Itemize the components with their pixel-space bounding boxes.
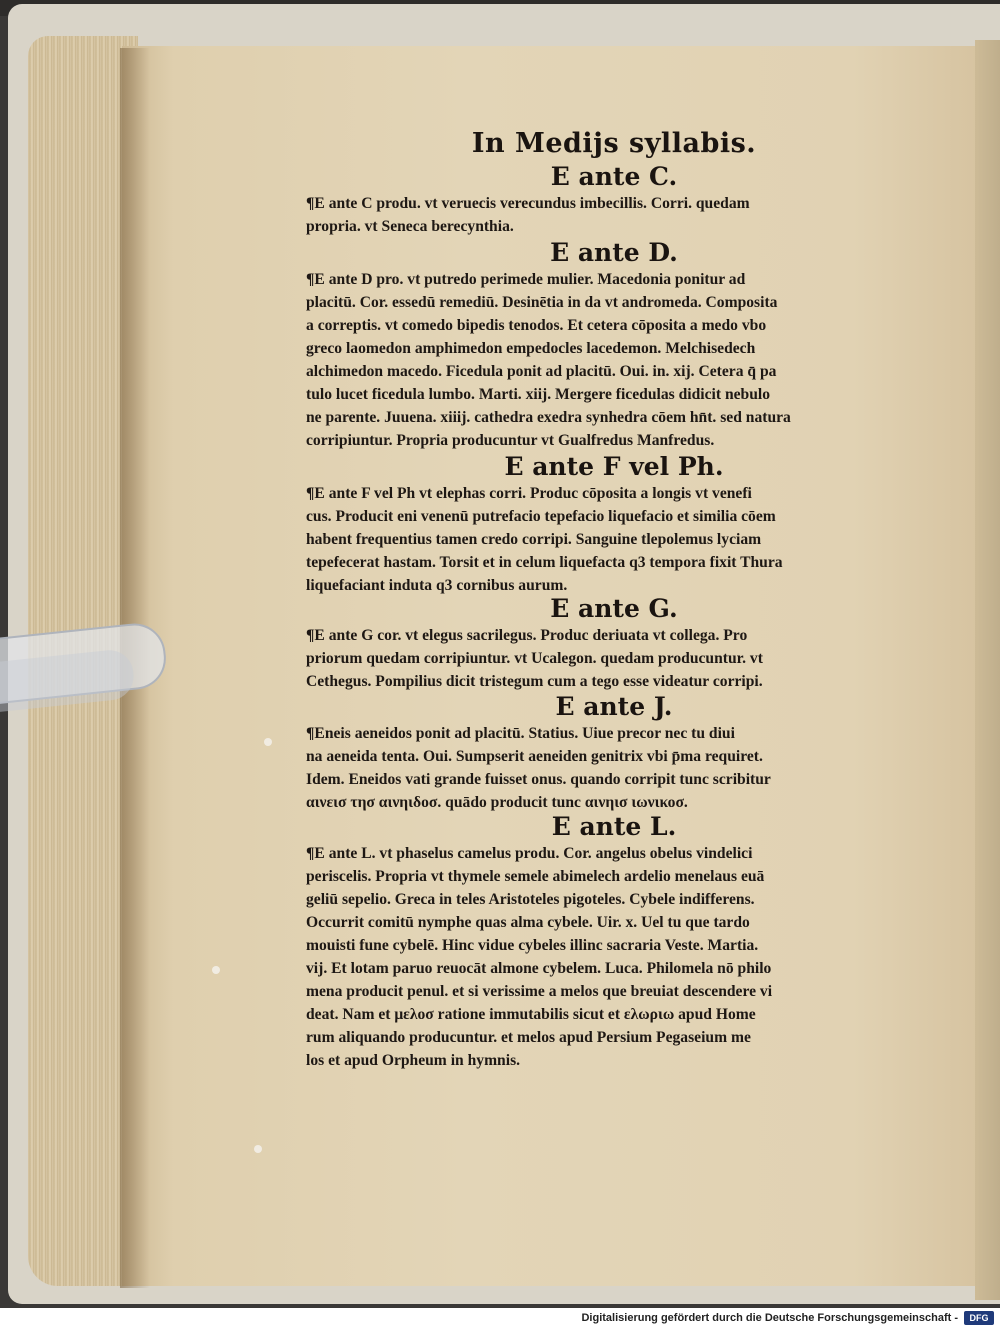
- section-heading: E ante F vel Ph.: [504, 452, 724, 481]
- text-line: propria. vt Seneca berecynthia.: [306, 218, 514, 235]
- text-line: liquefaciant induta q3 cornibus aurum.: [306, 577, 568, 594]
- text-line: ¶E ante D pro. vt putredo perimede mulier. Macedonia ponitur ad: [306, 271, 746, 288]
- text-line: tulo lucet ficedula lumbo. Marti. xiij. Mergere ficedulas didicit nebulo: [306, 386, 771, 403]
- text-line: Cethegus. Pompilius dicit tristegum cum a tego esse videatur corripi.: [306, 673, 763, 690]
- text-line: mena producit penul. et si verissime a melos que breuiat descendere vi: [306, 983, 773, 1000]
- section-heading: E ante L.: [551, 812, 677, 841]
- section-heading: E ante D.: [550, 238, 678, 267]
- section-heading: E ante C.: [550, 162, 678, 191]
- section-text: [306, 192, 922, 238]
- text-line: ¶E ante C produ. vt veruecis verecundus imbecillis. Corri. quedam: [306, 195, 750, 212]
- footer-bar: [0, 1308, 1000, 1329]
- text-line: geliū sepelio. Greca in teles Aristoteles pigoteles. Cybele indifferens.: [306, 891, 755, 908]
- text-line: greco laomedon amphimedon empedocles lacedemon. Melchisedech: [306, 340, 756, 357]
- text-line: alchimedon macedo. Ficedula ponit ad placitū. Oui. in. xij. Cetera q̄ pa: [306, 363, 777, 380]
- text-line: Idem. Eneidos vati grande fuisset onus. quando corripit tunc scribitur: [306, 771, 771, 788]
- section-heading: E ante J.: [555, 692, 673, 721]
- section-text: [306, 482, 922, 597]
- running-head: In Medijs syllabis.: [471, 128, 757, 159]
- section-e-ante-f: [306, 452, 922, 597]
- text-line: ne parente. Juuena. xiiij. cathedra exedra synhedra cōem hn̄t. sed natura: [306, 409, 791, 426]
- text-line: ¶E ante F vel Ph vt elephas corri. Produc cōposita a longis vt venefi: [306, 485, 752, 502]
- text-line: deat. Nam et μελοσ ratione immutabilis sicut et ελωριω apud Home: [306, 1006, 756, 1023]
- text-line: tepefecerat hastam. Torsit et in celum liquefacta q3 tempora fixit Thura: [306, 554, 783, 571]
- text-line: los et apud Orpheum in hymnis.: [306, 1052, 521, 1069]
- section-heading: E ante G.: [550, 594, 678, 623]
- text-line: ¶Eneis aeneidos ponit ad placitū. Statius. Uiue precor nec tu diui: [306, 725, 735, 742]
- paper-speck: [212, 966, 220, 974]
- section-e-ante-l: [306, 812, 922, 1072]
- text-line: na aeneida tenta. Oui. Sumpserit aeneiden genitrix vbi p̄ma requiret.: [306, 748, 763, 765]
- text-line: vij. Et lotam paruo reuocāt almone cybelem. Luca. Philomela nō philo: [306, 960, 772, 977]
- text-line: periscelis. Propria vt thymele semele abimelech ardelio menelaus euā: [306, 868, 765, 885]
- section-e-ante-c: [306, 162, 922, 238]
- section-text: [306, 842, 922, 1072]
- section-e-ante-j: [306, 692, 922, 814]
- text-line: αινεισ τησ αινηιδοσ. quādo producit tunc αινηισ ιωνικοσ.: [306, 794, 688, 811]
- text-line: corripiuntur. Propria producuntur vt Gualfredus Manfredus.: [306, 432, 715, 449]
- text-line: rum aliquando producuntur. et melos apud Persium Pegaseium me: [306, 1029, 751, 1046]
- funding-credit: Digitalisierung gefördert durch die Deutsche Forschungsgemeinschaft -: [581, 1312, 958, 1324]
- text-line: placitū. Cor. essedū remediū. Desinētia in da vt andromeda. Composita: [306, 294, 778, 311]
- text-line: ¶E ante G cor. vt elegus sacrilegus. Produc deriuata vt collega. Pro: [306, 627, 748, 644]
- paper-speck: [254, 1145, 262, 1153]
- text-line: ¶E ante L. vt phaselus camelus produ. Cor. angelus obelus vindelici: [306, 845, 753, 862]
- page-right-edge: [975, 40, 1000, 1300]
- text-line: cus. Producit eni venenū putrefacio tepefacio liquefacio et similia cōem: [306, 508, 776, 525]
- text-line: Occurrit comitū nymphe quas alma cybele. Uir. x. Uel tu que tardo: [306, 914, 750, 931]
- text-line: priorum quedam corripiuntur. vt Ucalegon. quedam producuntur. vt: [306, 650, 763, 667]
- text-line: mouisti fune cybelē. Hinc vidue cybeles illinc sacraria Veste. Martia.: [306, 937, 759, 954]
- section-e-ante-g: [306, 594, 922, 693]
- paper-speck: [264, 738, 272, 746]
- section-text: [306, 624, 922, 693]
- section-text: [306, 268, 922, 452]
- section-e-ante-d: [306, 238, 922, 452]
- text-line: a correptis. vt comedo bipedis tenodos. Et cetera cōposita a medo vbo: [306, 317, 767, 334]
- section-text: [306, 722, 922, 814]
- dfg-logo[interactable]: DFG: [964, 1311, 994, 1325]
- text-line: habent frequentius tamen credo corripi. Sanguine tlepolemus lyciam: [306, 531, 762, 548]
